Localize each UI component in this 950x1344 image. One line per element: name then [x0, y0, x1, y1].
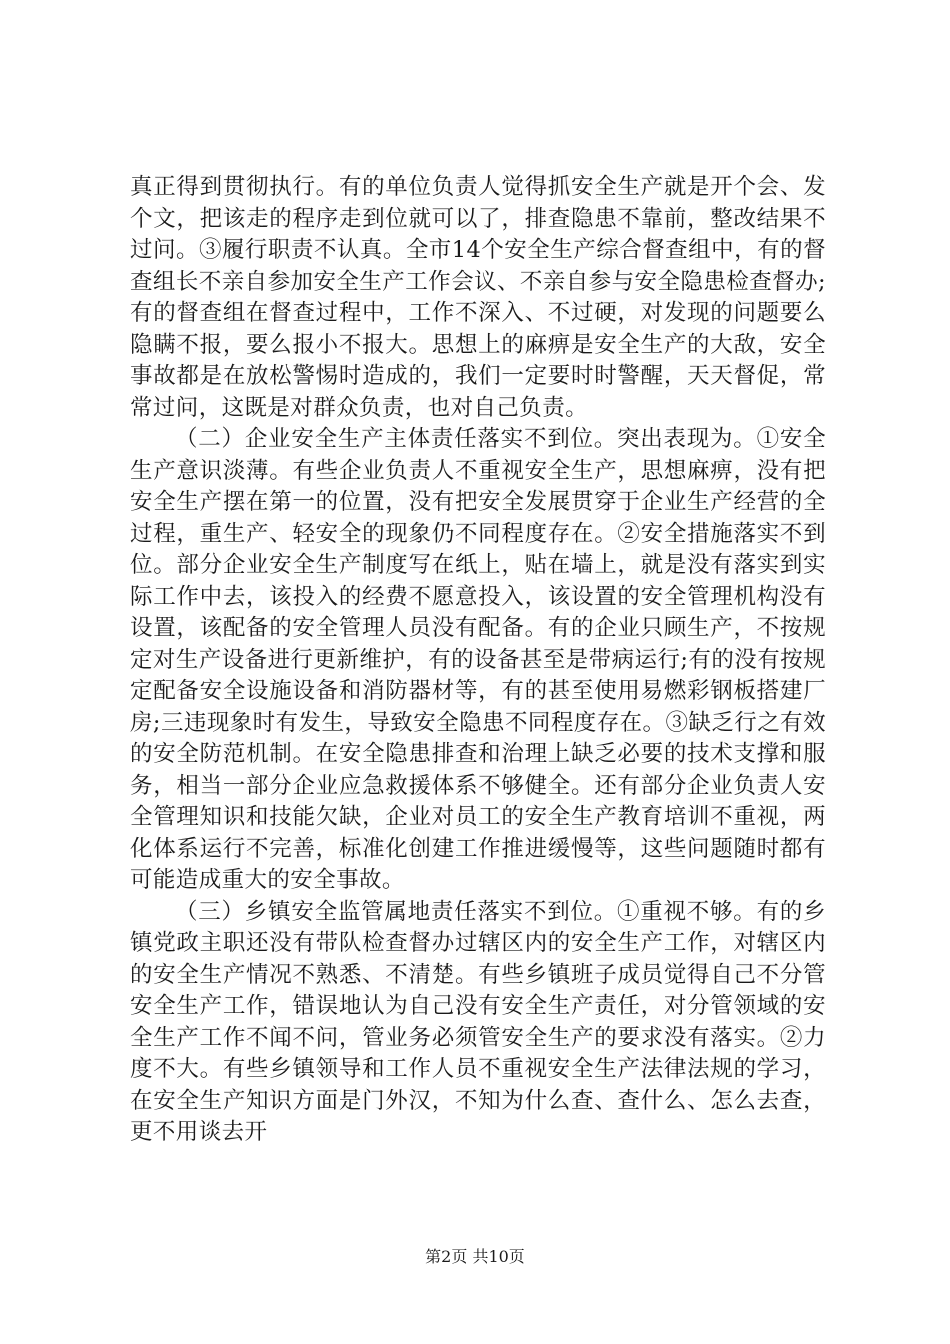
paragraph-1: 真正得到贯彻执行。有的单位负责人觉得抓安全生产就是开个会、发个文，把该走的程序走到位就可以了，排查隐患不靠前，整改结果不过问。③履行职责不认真。全市14个安全生产综合督查组中，有的督查组长不亲自参加安全生产工作会议、不亲自参与安全隐患检查督办;有的督查组在督查过程中，工作不深入、不过硬，对发现的问题要么隐瞒不报，要么报小不报大。思想上的麻痹是安全生产的大敌，安全事故都是在放松警惕时造成的，我们一定要时时警醒，天天督促，常常过问，这既是对群众负责，也对自己负责。 — [130, 174, 826, 421]
paragraph-2: （二）企业安全生产主体责任落实不到位。突出表现为。①安全生产意识淡薄。有些企业负责人不重视安全生产，思想麻痹，没有把安全生产摆在第一的位置，没有把安全发展贯穿于企业生产经营的全过程，重生产、轻安全的现象仍不同程度存在。②安全措施落实不到位。部分企业安全生产制度写在纸上，贴在墙上，就是没有落实到实际工作中去，该投入的经费不愿意投入，该设置的安全管理机构没有设置，该配备的安全管理人员没有配备。有的企业只顾生产，不按规定对生产设备进行更新维护，有的设备甚至是带病运行;有的没有按规定配备安全设施设备和消防器材等，有的甚至使用易燃彩钢板搭建厂房;三违现象时有发生，导致安全隐患不同程度存在。③缺乏行之有效的安全防范机制。在安全隐患排查和治理上缺乏必要的技术支撑和服务，相当一部分企业应急救援体系不够健全。还有部分企业负责人安全管理知识和技能欠缺，企业对员工的安全生产教育培训不重视，两化体系运行不完善，标准化创建工作推进缓慢等，这些问题随时都有可能造成重大的安全事故。 — [130, 426, 826, 893]
document-body — [130, 172, 826, 1149]
page-footer: 第2页 共10页 — [425, 1247, 525, 1266]
paragraph-3: （三）乡镇安全监管属地责任落实不到位。①重视不够。有的乡镇党政主职还没有带队检查督办过辖区内的安全生产工作，对辖区内的安全生产情况不熟悉、不清楚。有些乡镇班子成员觉得自己不分管安全生产工作，错误地认为自己没有安全生产责任，对分管领域的安全生产工作不闻不问，管业务必须管安全生产的要求没有落实。②力度不大。有些乡镇领导和工作人员不重视安全生产法律法规的学习，在安全生产知识方面是门外汉，不知为什么查、查什么、怎么去查，更不用谈去开 — [130, 898, 826, 1145]
